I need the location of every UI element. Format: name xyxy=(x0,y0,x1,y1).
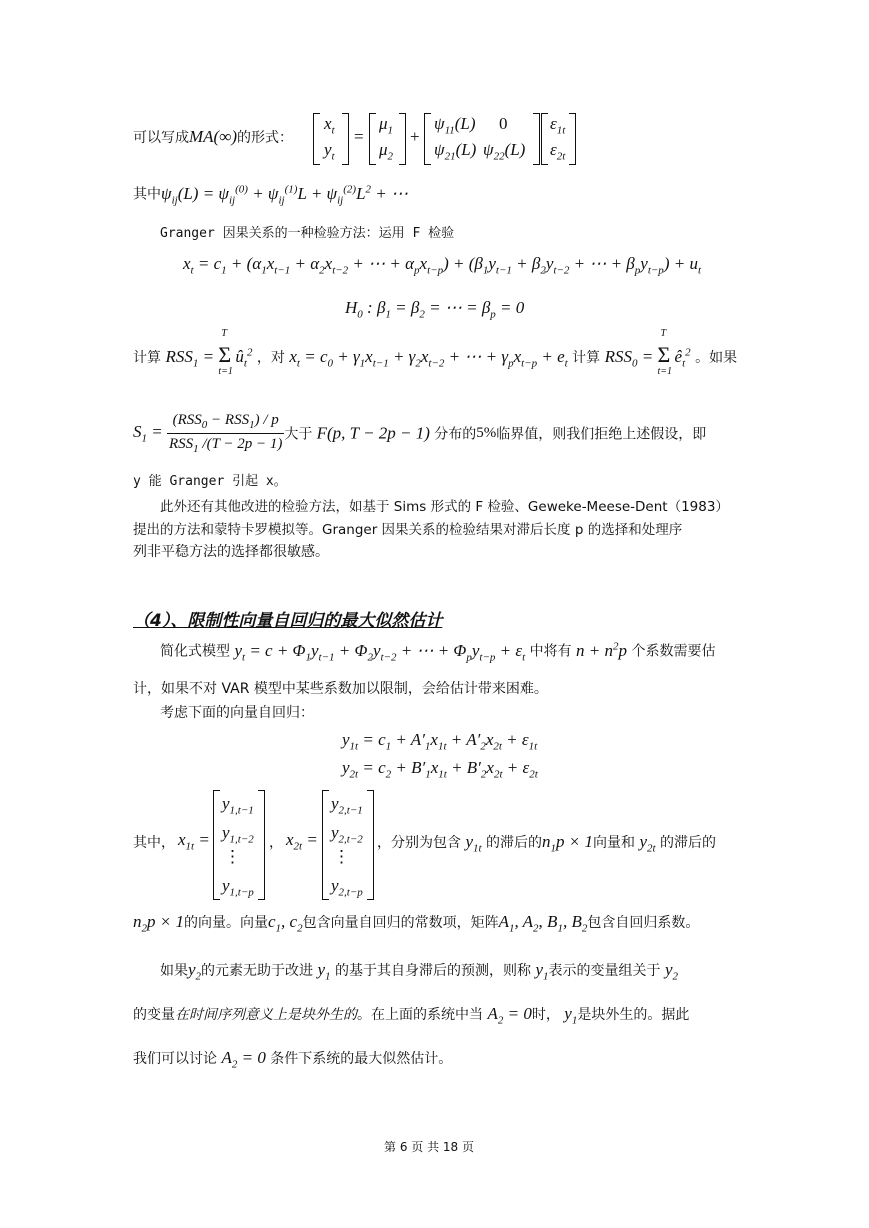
granger-conclusion: y 能 Granger 引起 x。 xyxy=(133,474,287,489)
null-hypothesis: $H_0$ : $\beta_1 = \beta_2$ = ⋯ = $\beta_p = 0$ xyxy=(345,298,525,321)
consider-text: 考虑下面的向量自回归： xyxy=(160,705,314,721)
section-heading: （4）、限制性向量自回归的最大似然估计 xyxy=(133,611,443,631)
other-methods-line-1: 此外还有其他改进的检验方法，如基于 Sims 形式的 F 检验、Geweke-Meese-Dent（1983） xyxy=(160,499,729,515)
ma-intro-text: 可以写成MA(∞)的形式： xyxy=(133,127,293,146)
reduced-form-line-2: 计，如果不对 VAR 模型中某些系数加以限制，会给估计带来困难。 xyxy=(133,681,548,697)
block-exogeneity-line-3: 我们可以讨论 $A_2 = 0$ 条件下系统的最大似然估计。 xyxy=(133,1048,453,1071)
var-equation-2: $y_{2t} = c_2 + B'_1x_{1t} + B'_2x_{2t} + \varepsilon_{2t}$ xyxy=(342,758,538,781)
rss-computation-line: 计算 $RSS_1 = \Sigma$ T t=1 $û_t^2$ ，对 $x_t = c_0 + \gamma_1x_{t-1} + \gamma_2x_{t-2}$ + ⋯ + $\gamma_px_{t-p} + e_t$ 计算 $RSS_0 = \Sigma$ T t=1 $ê_t^2$ 。如果 xyxy=(133,328,738,377)
var-equation-1: $y_{1t} = c_1 + A'_1x_{1t} + A'_2x_{2t} + \varepsilon_{1t}$ xyxy=(342,730,538,753)
f-statistic-line: $S_1$ = $\frac{(RSS_0 - RSS_1) / p}{RSS_1 /(T - 2p - 1)}$ 大于 F(p, T − 2p − 1) 分布的5%临界值，则我们拒绝上述假设，即 xyxy=(133,412,707,455)
psi-definition: 其中$\psi_{ij}(L) = \psi_{ij}^{(0)} + \psi_{ij}^{(1)}L + \psi_{ij}^{(2)}L^2$ + ⋯ xyxy=(133,183,409,207)
other-methods-line-2: 提出的方法和蒙特卡罗模拟等。Granger 因果关系的检验结果对滞后长度 p 的选择和处理序 xyxy=(133,522,683,538)
reduced-form-line: 简化式模型 $y_t = c + \Phi_1y_{t-1} + \Phi_2y_{t-2}$ + ⋯ + $\Phi_py_{t-p} + \varepsilon_t$ 中将有 $n + n^2p$ 个系数需要估 xyxy=(160,640,716,664)
other-methods-line-3: 列非平稳方法的选择都很敏感。 xyxy=(133,544,329,560)
granger-intro: Granger 因果关系的一种检验方法：运用 F 检验 xyxy=(160,226,455,241)
page-footer: 第 6 页 共 18 页 xyxy=(384,1140,474,1154)
block-exogeneity-line-1: 如果$y_2$的元素无助于改进 $y_1$ 的基于其自身滞后的预测，则称 $y_1$表示的变量组关于 $y_2$ xyxy=(160,960,678,983)
vector-description: $n_2p \times 1$的向量。向量$c_1$, $c_2$包含向量自回归的常数项，矩阵$A_1$, $A_2$, $B_1$, $B_2$包含自回归系数。 xyxy=(133,912,700,935)
granger-regression-equation: $x_t = c_1 + (\alpha_1x_{t-1} + \alpha_2x_{t-2}$ + ⋯ + $\alpha_px_{t-p}) + (\beta_1y_{t-1} + \beta_2y_{t-2}$ + ⋯ + $\beta_py_{t-p}) + u_t$ xyxy=(183,254,702,277)
block-exogeneity-line-2: 的变量在时间序列意义上是块外生的。在上面的系统中当 $A_2 = 0$时， $y_1$是块外生的。据此 xyxy=(133,1004,690,1027)
